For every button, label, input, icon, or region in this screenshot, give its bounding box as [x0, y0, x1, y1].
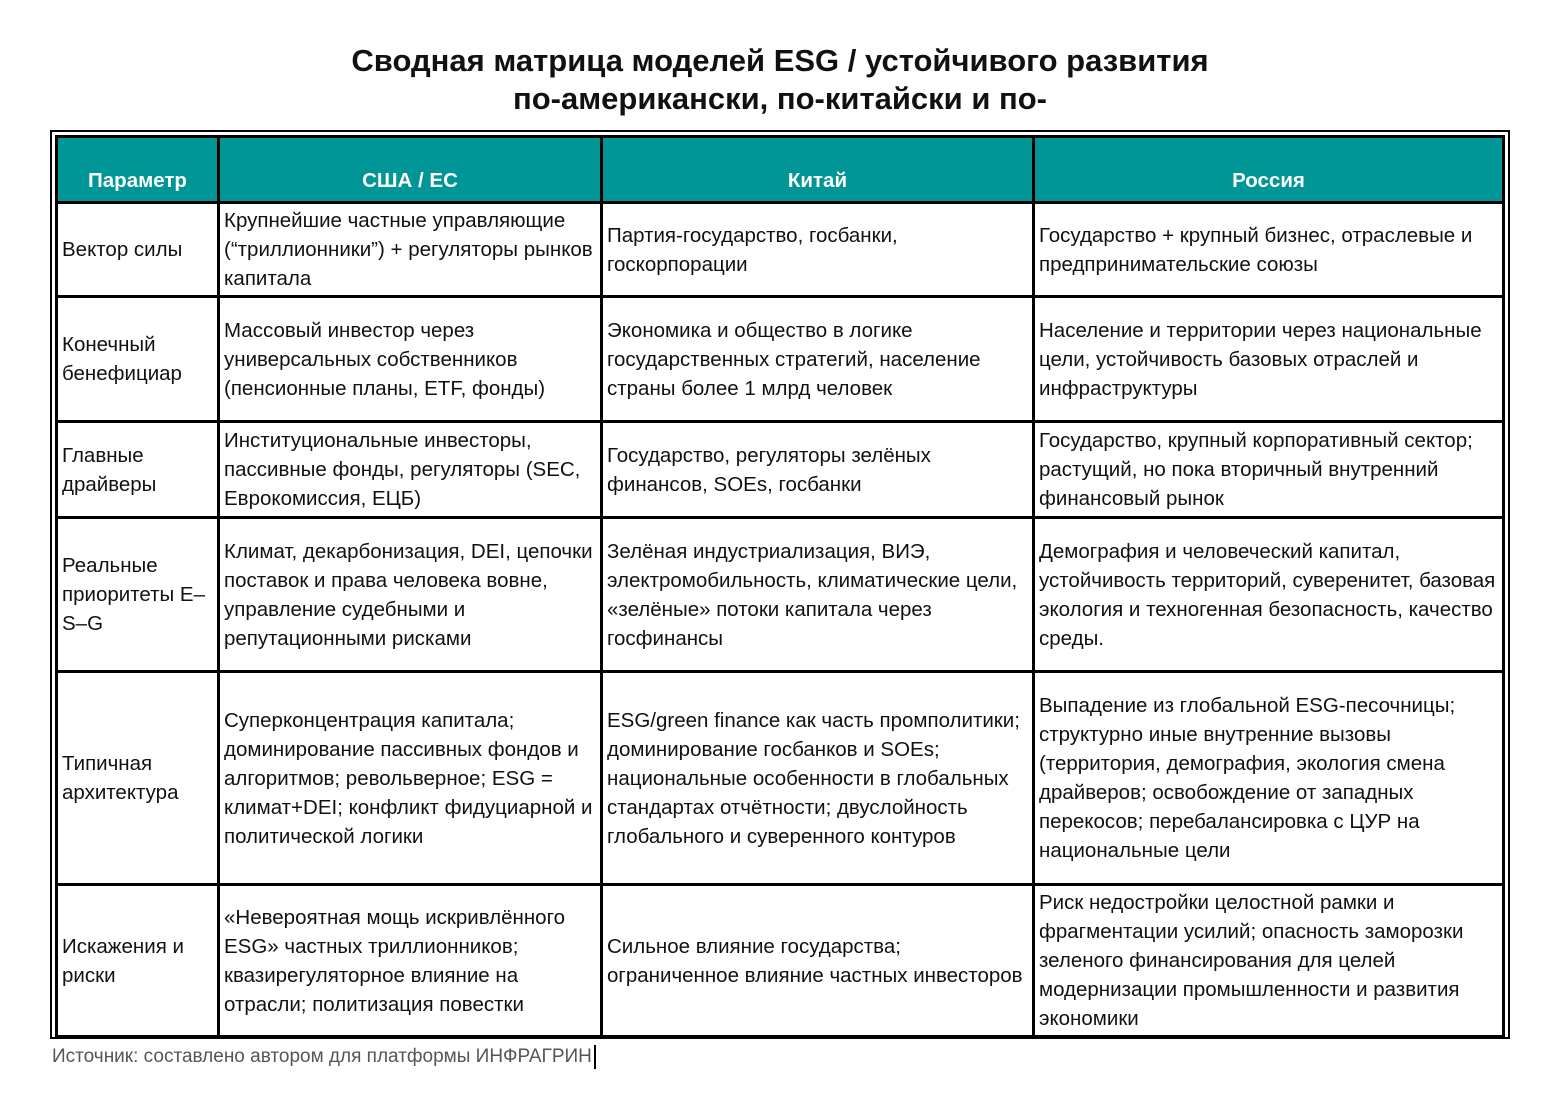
column-header-usa-eu: США / ЕС: [219, 137, 602, 203]
china-cell: Экономика и общество в логике государственных стратегий, население страны более 1 млрд человек: [602, 297, 1034, 422]
russia-cell: Выпадение из глобальной ESG-песочницы; структурно иные внутренние вызовы (территория, демография, экология смена драйверов; освобождение от западных перекосов; перебалансировка с ЦУР на национальные цели: [1034, 672, 1504, 885]
esg-matrix-table: [55, 135, 1505, 1038]
document-title: [0, 42, 1550, 118]
china-cell: Сильное влияние государства; ограниченное влияние частных инвесторов: [602, 885, 1034, 1037]
table-header-row: [57, 137, 1504, 203]
china-cell: ESG/green finance как часть промполитики; доминирование госбанков и SOEs; национальные особенности в глобальных стандартах отчётности; двуслойность глобального и суверенного контуров: [602, 672, 1034, 885]
usa-eu-cell: Массовый инвестор через универсальных собственников (пенсионные планы, ETF, фонды): [219, 297, 602, 422]
usa-eu-cell: Климат, декарбонизация, DEI, цепочки поставок и права человека вовне, управление судебными и репутационными рисками: [219, 518, 602, 672]
usa-eu-cell: Институциональные инвесторы, пассивные фонды, регуляторы (SEC, Еврокомиссия, ЕЦБ): [219, 422, 602, 518]
russia-cell: Демография и человеческий капитал, устойчивость территорий, суверенитет, базовая экология и техногенная безопасность, качество среды.: [1034, 518, 1504, 672]
text-cursor: [594, 1045, 596, 1069]
table-row: [57, 672, 1504, 885]
table-row: [57, 885, 1504, 1037]
table-row: [57, 203, 1504, 297]
row-parameter-cell: Вектор силы: [57, 203, 219, 297]
usa-eu-cell: Суперконцентрация капитала; доминирование пассивных фондов и алгоритмов; револьверное; ESG = климат+DEI; конфликт фидуциарной и политической логики: [219, 672, 602, 885]
table-row: [57, 518, 1504, 672]
russia-cell: Риск недостройки целостной рамки и фрагментации усилий; опасность заморозки зеленого финансирования для целей модернизации промышленности и развития экономики: [1034, 885, 1504, 1037]
table-row: [57, 297, 1504, 422]
russia-cell: Государство + крупный бизнес, отраслевые и предпринимательские союзы: [1034, 203, 1504, 297]
usa-eu-cell: Крупнейшие частные управляющие (“триллионники”) + регуляторы рынков капитала: [219, 203, 602, 297]
row-parameter-cell: Типичная архитектура: [57, 672, 219, 885]
title-line-1: Сводная матрица моделей ESG / устойчивого развития: [351, 43, 1209, 78]
row-parameter-cell: Конечный бенефициар: [57, 297, 219, 422]
column-header-russia: Россия: [1034, 137, 1504, 203]
column-header-parameter: Параметр: [57, 137, 219, 203]
title-line-2: по-американски, по-китайски и по-: [512, 81, 1048, 116]
source-note: [52, 1044, 596, 1070]
china-cell: Государство, регуляторы зелёных финансов, SOEs, госбанки: [602, 422, 1034, 518]
matrix-table-frame: [50, 130, 1510, 1039]
china-cell: Партия-государство, госбанки, госкорпорации: [602, 203, 1034, 297]
table-row: [57, 422, 1504, 518]
row-parameter-cell: Искажения и риски: [57, 885, 219, 1037]
source-text: Источник: составлено автором для платформы ИНФРАГРИН: [52, 1046, 592, 1067]
column-header-china: Китай: [602, 137, 1034, 203]
china-cell: Зелёная индустриализация, ВИЭ, электромобильность, климатические цели, «зелёные» потоки капитала через госфинансы: [602, 518, 1034, 672]
usa-eu-cell: «Невероятная мощь искривлённого ESG» частных триллионников; квазирегуляторное влияние на отрасли; политизация повестки: [219, 885, 602, 1037]
row-parameter-cell: Реальные приоритеты E–S–G: [57, 518, 219, 672]
row-parameter-cell: Главные драйверы: [57, 422, 219, 518]
russia-cell: Государство, крупный корпоративный сектор; растущий, но пока вторичный внутренний финансовый рынок: [1034, 422, 1504, 518]
russia-cell: Население и территории через национальные цели, устойчивость базовых отраслей и инфраструктуры: [1034, 297, 1504, 422]
